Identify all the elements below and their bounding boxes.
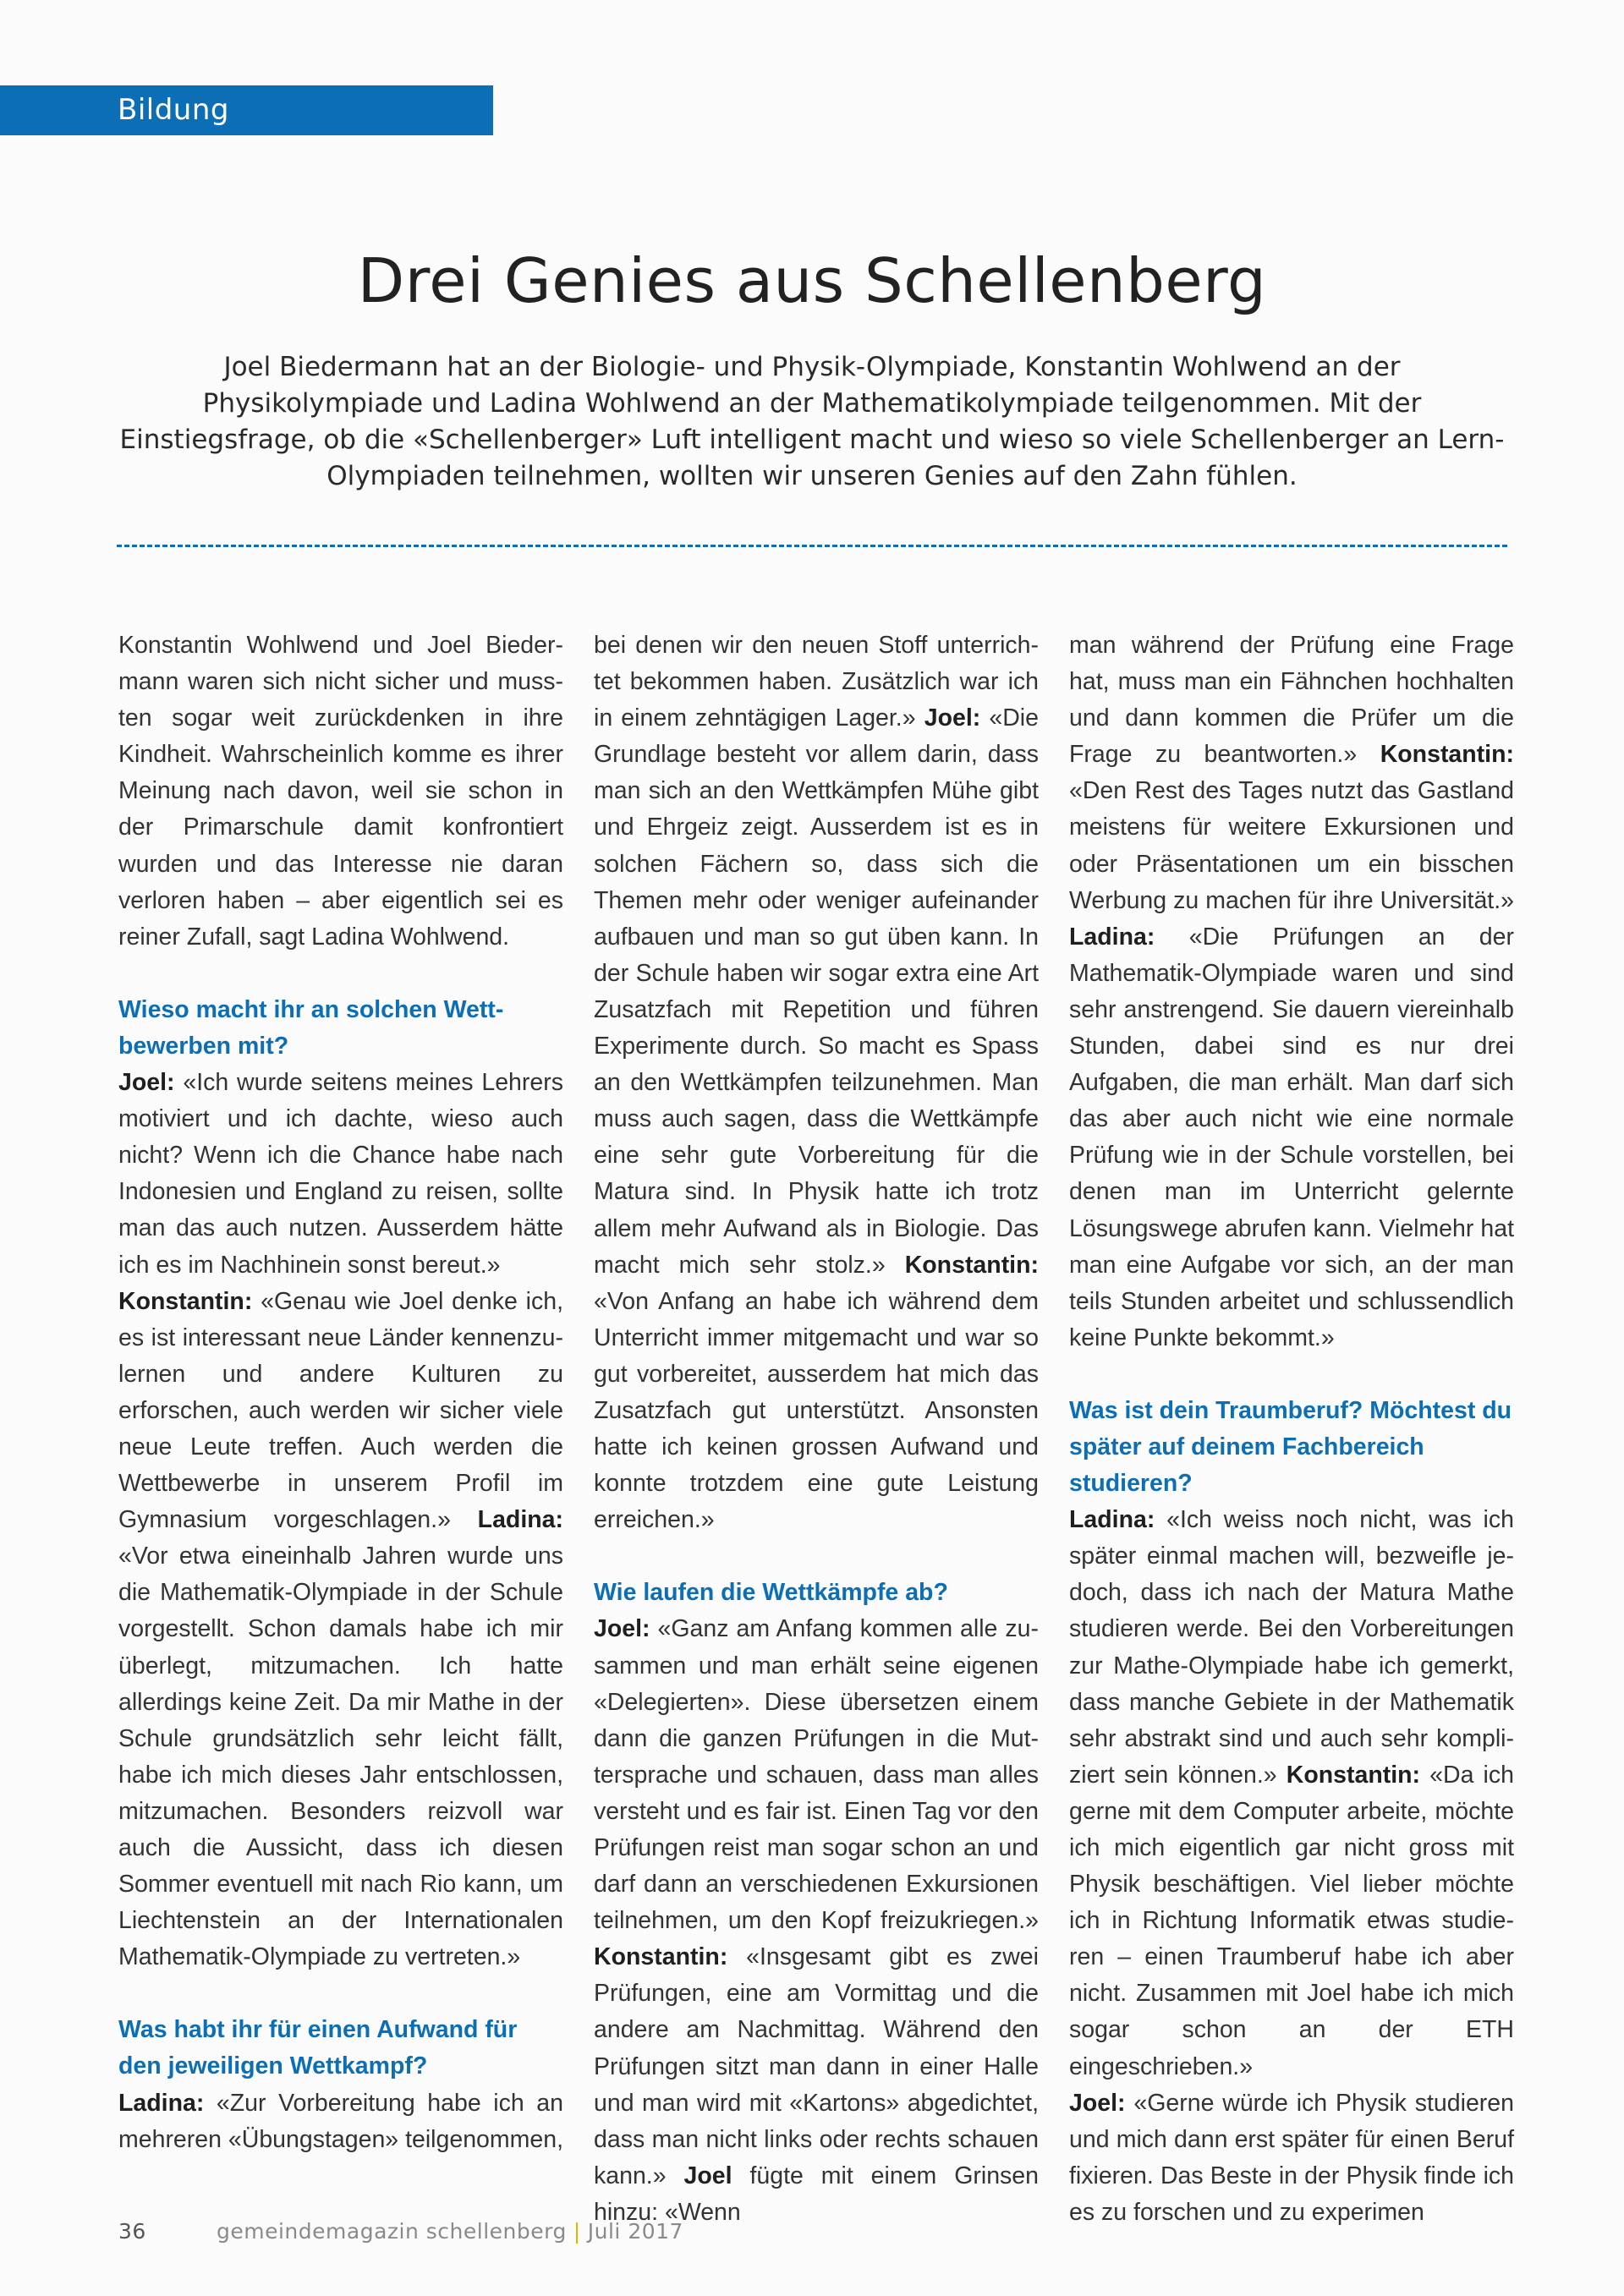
- speaker-label: Joel:: [924, 704, 981, 732]
- question-heading: Wie laufen die Wettkämpfe ab?: [594, 1579, 948, 1607]
- answer-text: «Ich wurde seitens meines Lehrers motiviert und ich dachte, wieso auch nicht? Wenn ich die Chance habe nach Indonesien und England zu reisen, sollte man das auch nutzen. Ausserdem hätte ich es im Nachhinein sonst bereut.»: [118, 1069, 563, 1279]
- answer-text: bei denen wir den neuen Stoff unterrichtet bekommen haben. Zusätzlich war ich in einem zehntägigen Lager.»: [594, 632, 1039, 732]
- answer-paragraph: [118, 1065, 563, 1284]
- speaker-label: Joel:: [594, 1615, 650, 1643]
- speaker-label: Joel:: [118, 1069, 175, 1097]
- answer-text: «Ich weiss noch nicht, was ich später einmal machen will, bezweifle jedoch, dass ich nach der Matura Mathe studieren werde. Bei den Vorbereitungen zur Mathe-Olympiade habe ich gemerkt, dass manche Gebiete in der Mathematik sehr abstrakt sind und auch sehr kompliziert sein können.»: [1069, 1506, 1514, 1789]
- answer-text: man während der Prüfung eine Frage hat, muss man ein Fähnchen hochhalten und dann kommen die Prüfer um die Frage zu beantworten.»: [1069, 632, 1514, 769]
- magazine-name: gemeindemagazin schellenberg: [217, 2219, 567, 2244]
- speaker-label: Joel: [683, 2162, 732, 2189]
- answer-text: «Da ich gerne mit dem Computer arbeite, möchte ich mich eigentlich gar nicht gross mit Physik beschäftigen. Viel lieber möchte ich in Richtung Informatik etwas studieren – einen Traumberuf habe ich aber nicht. Zusammen mit Joel habe ich mich sogar schon an der ETH eingeschrieben.»: [1069, 1761, 1514, 2080]
- speaker-label: Konstantin:: [118, 1287, 253, 1315]
- text-column-1: [118, 627, 563, 2158]
- speaker-label: Konstantin:: [1380, 741, 1514, 769]
- text-column-3: [1069, 627, 1514, 2231]
- page-footer: [118, 2219, 683, 2244]
- answer-paragraph: [1069, 2085, 1514, 2231]
- speaker-label: Konstantin:: [904, 1251, 1039, 1279]
- speaker-label: Ladina:: [1069, 923, 1155, 951]
- speaker-label: Ladina:: [1069, 1506, 1155, 1534]
- intro-paragraph: Konstantin Wohlwend und Joel Biedermann waren sich nicht sicher und mussten sogar weit zurückdenken in ihre Kindheit. Wahrscheinlich komme es ihrer Meinung nach davon, weil sie schon in der Primarschule damit konfrontiert wurden und das Interesse nie daran verloren haben – aber eigentlich sei es reiner Zufall, sagt Ladina Wohlwend.: [118, 632, 563, 951]
- answer-text: «Von Anfang an habe ich während dem Unterricht immer mitgemacht und war so gut vorbereitet, ausserdem hat mich das Zusatzfach gut unterstützt. Ansonsten hatte ich keinen grossen Aufwand und konnte trotzdem eine gute Leistung erreichen.»: [594, 1287, 1039, 1534]
- section-tab: Bildung: [0, 85, 493, 135]
- answer-text: «Die Grundlage besteht vor allem darin, dass man sich an den Wettkämpfen Mühe gibt und Ehrgeiz zeigt. Ausserdem ist es in solchen Fächern so, dass sich die Themen mehr oder weniger aufeinander aufbauen und man so gut üben kann. In der Schule haben wir sogar extra eine Art Zusatzfach mit Repetition und führen Experimente durch. So macht es Spass an den Wettkämpfen teilzunehmen. Man muss auch sagen, dass die Wettkämpfe eine sehr gute Vorbereitung für die Matura sind. In Physik hatte ich trotz allem mehr Aufwand als in Biologie. Das macht mich sehr stolz.»: [594, 704, 1039, 1279]
- text-column-2: [594, 627, 1039, 2231]
- answer-text: «Gerne würde ich Physik studieren und mich dann erst später für einen Beruf fixieren. Das Beste in der Physik finde ich es zu forschen und zu experimen: [1069, 2089, 1514, 2226]
- answer-text: fügte mit einem Grinsen hinzu: «Wenn: [594, 2162, 1039, 2226]
- answer-text: «Insgesamt gibt es zwei Prüfungen, eine am Vormittag und die andere am Nachmittag. Während den Prüfungen sitzt man dann in einer Halle und man wird mit «Kartons» abgedichtet, dass man nicht links oder rechts schauen kann.»: [594, 1943, 1039, 2189]
- issue-date: Juli 2017: [587, 2219, 683, 2244]
- speaker-label: Konstantin:: [594, 1943, 728, 1971]
- dashed-divider: [117, 545, 1507, 547]
- answer-paragraph: [118, 2085, 563, 2158]
- answer-paragraph: [1069, 1502, 1514, 2085]
- article-lead: Joel Biedermann hat an der Biologie- und Physik-Olympiade, Konstantin Wohlwend an der Physikolympiade und Ladina Wohlwend an der Mathematikolympiade teilgenommen. Mit der Einstiegsfrage, ob die «Schellenberger» Luft intelligent macht und wieso so viele Schellenberger an Lern-Olympiaden teilnehmen, wollten wir unseren Genies auf den Zahn fühlen.: [119, 352, 1505, 491]
- question-heading: Was habt ihr für einen Aufwand für den jeweiligen Wettkampf?: [118, 2016, 518, 2080]
- question-heading: Wieso macht ihr an solchen Wettbewerben mit?: [118, 995, 504, 1060]
- answer-paragraph: [594, 627, 1039, 1538]
- article-title: Drei Genies aus Schellenberg: [357, 245, 1267, 316]
- answer-text: «Genau wie Joel denke ich, es ist interessant neue Länder kennenzulernen und andere Kulturen zu erforschen, auch werden wir sicher viele neue Leute treffen. Auch werden die Wettbewerbe in unserem Profil im Gymnasium vorgeschlagen.»: [118, 1287, 563, 1534]
- answer-paragraph: [118, 1284, 563, 1976]
- speaker-label: Joel:: [1069, 2089, 1126, 2117]
- answer-text: «Zur Vorbereitung habe ich an mehreren «Übungstagen» teilgenommen,: [118, 2089, 563, 2153]
- question-heading: Was ist dein Traumberuf? Möchtest du später auf deinem Fachbereich studieren?: [1069, 1396, 1512, 1498]
- speaker-label: Ladina:: [118, 2089, 205, 2117]
- answer-paragraph: [1069, 627, 1514, 1356]
- answer-text: «Ganz am Anfang kommen alle zusammen und man erhält seine eigenen «Delegierten». Diese übersetzen einem dann die ganzen Prüfungen in die Muttersprache und schauen, dass man alles versteht und es fair ist. Einen Tag vor den Prüfungen reist man sogar schon an und darf dann an verschiedenen Exkursionen teilnehmen, um den Kopf freizukriegen.»: [594, 1615, 1039, 1935]
- footer-separator: |: [573, 2219, 581, 2244]
- speaker-label: Ladina:: [477, 1506, 563, 1534]
- speaker-label: Konstantin:: [1286, 1761, 1421, 1789]
- answer-paragraph: [594, 1611, 1039, 2231]
- page-number: 36: [118, 2219, 146, 2244]
- answer-text: «Die Prüfungen an der Mathematik-Olympiade waren und sind sehr anstrengend. Sie dauern viereinhalb Stunden, dabei sind es nur drei Aufgaben, die man erhält. Man darf sich das aber auch nicht wie eine normale Prüfung wie in der Schule vorstellen, bei denen man im Unterricht gelernte Lösungswege abrufen kann. Vielmehr hat man eine Aufgabe vor sich, an der man teils Stunden arbeitet und schlussendlich keine Punkte bekommt.»: [1069, 923, 1514, 1351]
- answer-text: «Vor etwa eineinhalb Jahren wurde uns die Mathematik-Olympiade in der Schule vorgestellt. Schon damals habe ich mir überlegt, mitzumachen. Ich hatte allerdings keine Zeit. Da mir Mathe in der Schule grundsätzlich sehr leicht fällt, habe ich mich dieses Jahr entschlossen, mitzumachen. Besonders reizvoll war auch die Aussicht, dass ich diesen Sommer eventuell mit nach Rio kann, um Liechtenstein an der Internationalen Mathematik-Olympiade zu vertreten.»: [118, 1543, 563, 1971]
- answer-text: «Den Rest des Tages nutzt das Gastland meistens für weitere Exkursionen und oder Präsentationen um ein bisschen Werbung zu machen für ihre Universität.»: [1069, 777, 1514, 914]
